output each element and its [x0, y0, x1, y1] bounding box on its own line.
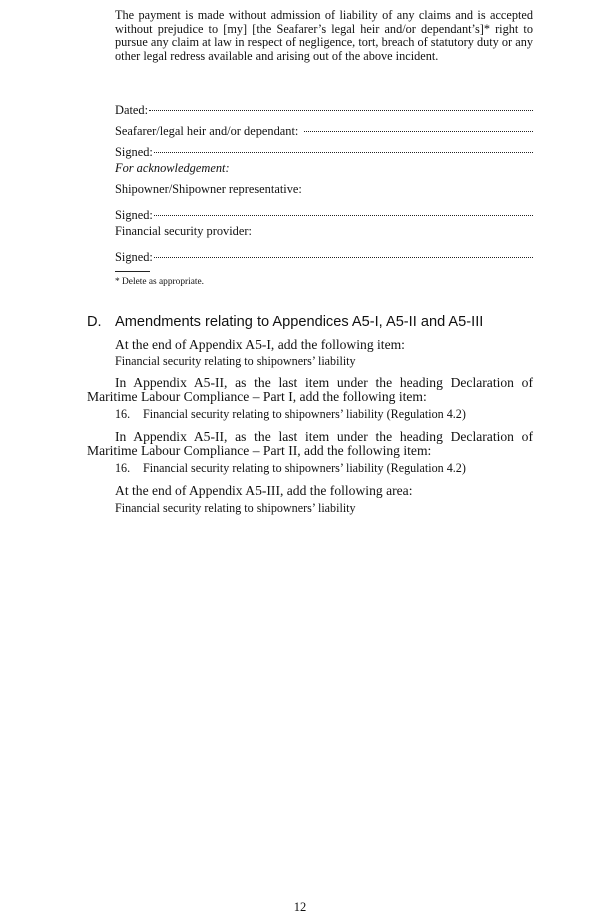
signed-line-3 [115, 244, 533, 264]
footnote-rule [115, 271, 150, 272]
section-d-paragraph-2: In Appendix A5-II, as the last item under the heading Declaration of Maritime Labour Compliance – Part I, add the following item: [87, 375, 533, 405]
section-d-item-1: Financial security relating to shipowners’ liability [115, 354, 356, 368]
signed-label-3: Signed: [115, 250, 153, 264]
dated-label: Dated: [115, 103, 149, 117]
page-number: 12 [293, 900, 307, 914]
section-d-paragraph-3: In Appendix A5-II, as the last item under the heading Declaration of Maritime Labour Compliance – Part II, add the following item: [87, 429, 533, 459]
signed-label-2: Signed: [115, 208, 153, 222]
section-d-item-4: Financial security relating to shipowners’ liability [115, 501, 356, 515]
signed-fill-line-2 [154, 199, 533, 216]
section-d-item-2 [115, 407, 466, 421]
signed-line-1 [115, 139, 533, 159]
signed-label-1: Signed: [115, 145, 153, 159]
signed-line-2 [115, 202, 533, 222]
seafarer-fill-line [304, 115, 533, 132]
section-d-item-3-text: Financial security relating to shipowners’ liability (Regulation 4.2) [143, 461, 466, 475]
acknowledgement-label: For acknowledgement: [115, 161, 230, 175]
shipowner-label: Shipowner/Shipowner representative: [115, 182, 302, 196]
section-d-title: Amendments relating to Appendices A5-I, A5-II and A5-III [115, 314, 484, 330]
section-d-item-3-number: 16. [115, 461, 131, 475]
dated-fill-line [149, 94, 533, 111]
signed-fill-line-3 [154, 241, 533, 258]
signed-fill-line-1 [154, 136, 533, 153]
section-d-letter: D. [87, 314, 102, 330]
section-d-paragraph-1: At the end of Appendix A5-I, add the following item: [115, 337, 405, 352]
section-d-paragraph-4: At the end of Appendix A5-III, add the following area: [115, 483, 413, 498]
footnote: * Delete as appropriate. [115, 277, 205, 287]
section-d-heading [87, 313, 483, 331]
seafarer-label: Seafarer/legal heir and/or dependant: [115, 124, 299, 138]
section-d-item-3 [115, 461, 466, 475]
section-d-item-2-text: Financial security relating to shipowners’ liability (Regulation 4.2) [143, 407, 466, 421]
payment-paragraph: The payment is made without admission of liability of any claims and is accepted without prejudice to [my] [the Seafarer’s legal heir and/or dependant’s]* right to pursue any claim at law in respect of negligence, tort, breach of statutory duty or any other legal redress available and arising out of the above incident. [115, 8, 533, 63]
dated-line [115, 97, 533, 117]
section-d-item-2-number: 16. [115, 407, 131, 421]
financial-provider-label: Financial security provider: [115, 224, 252, 238]
seafarer-line [115, 118, 533, 138]
